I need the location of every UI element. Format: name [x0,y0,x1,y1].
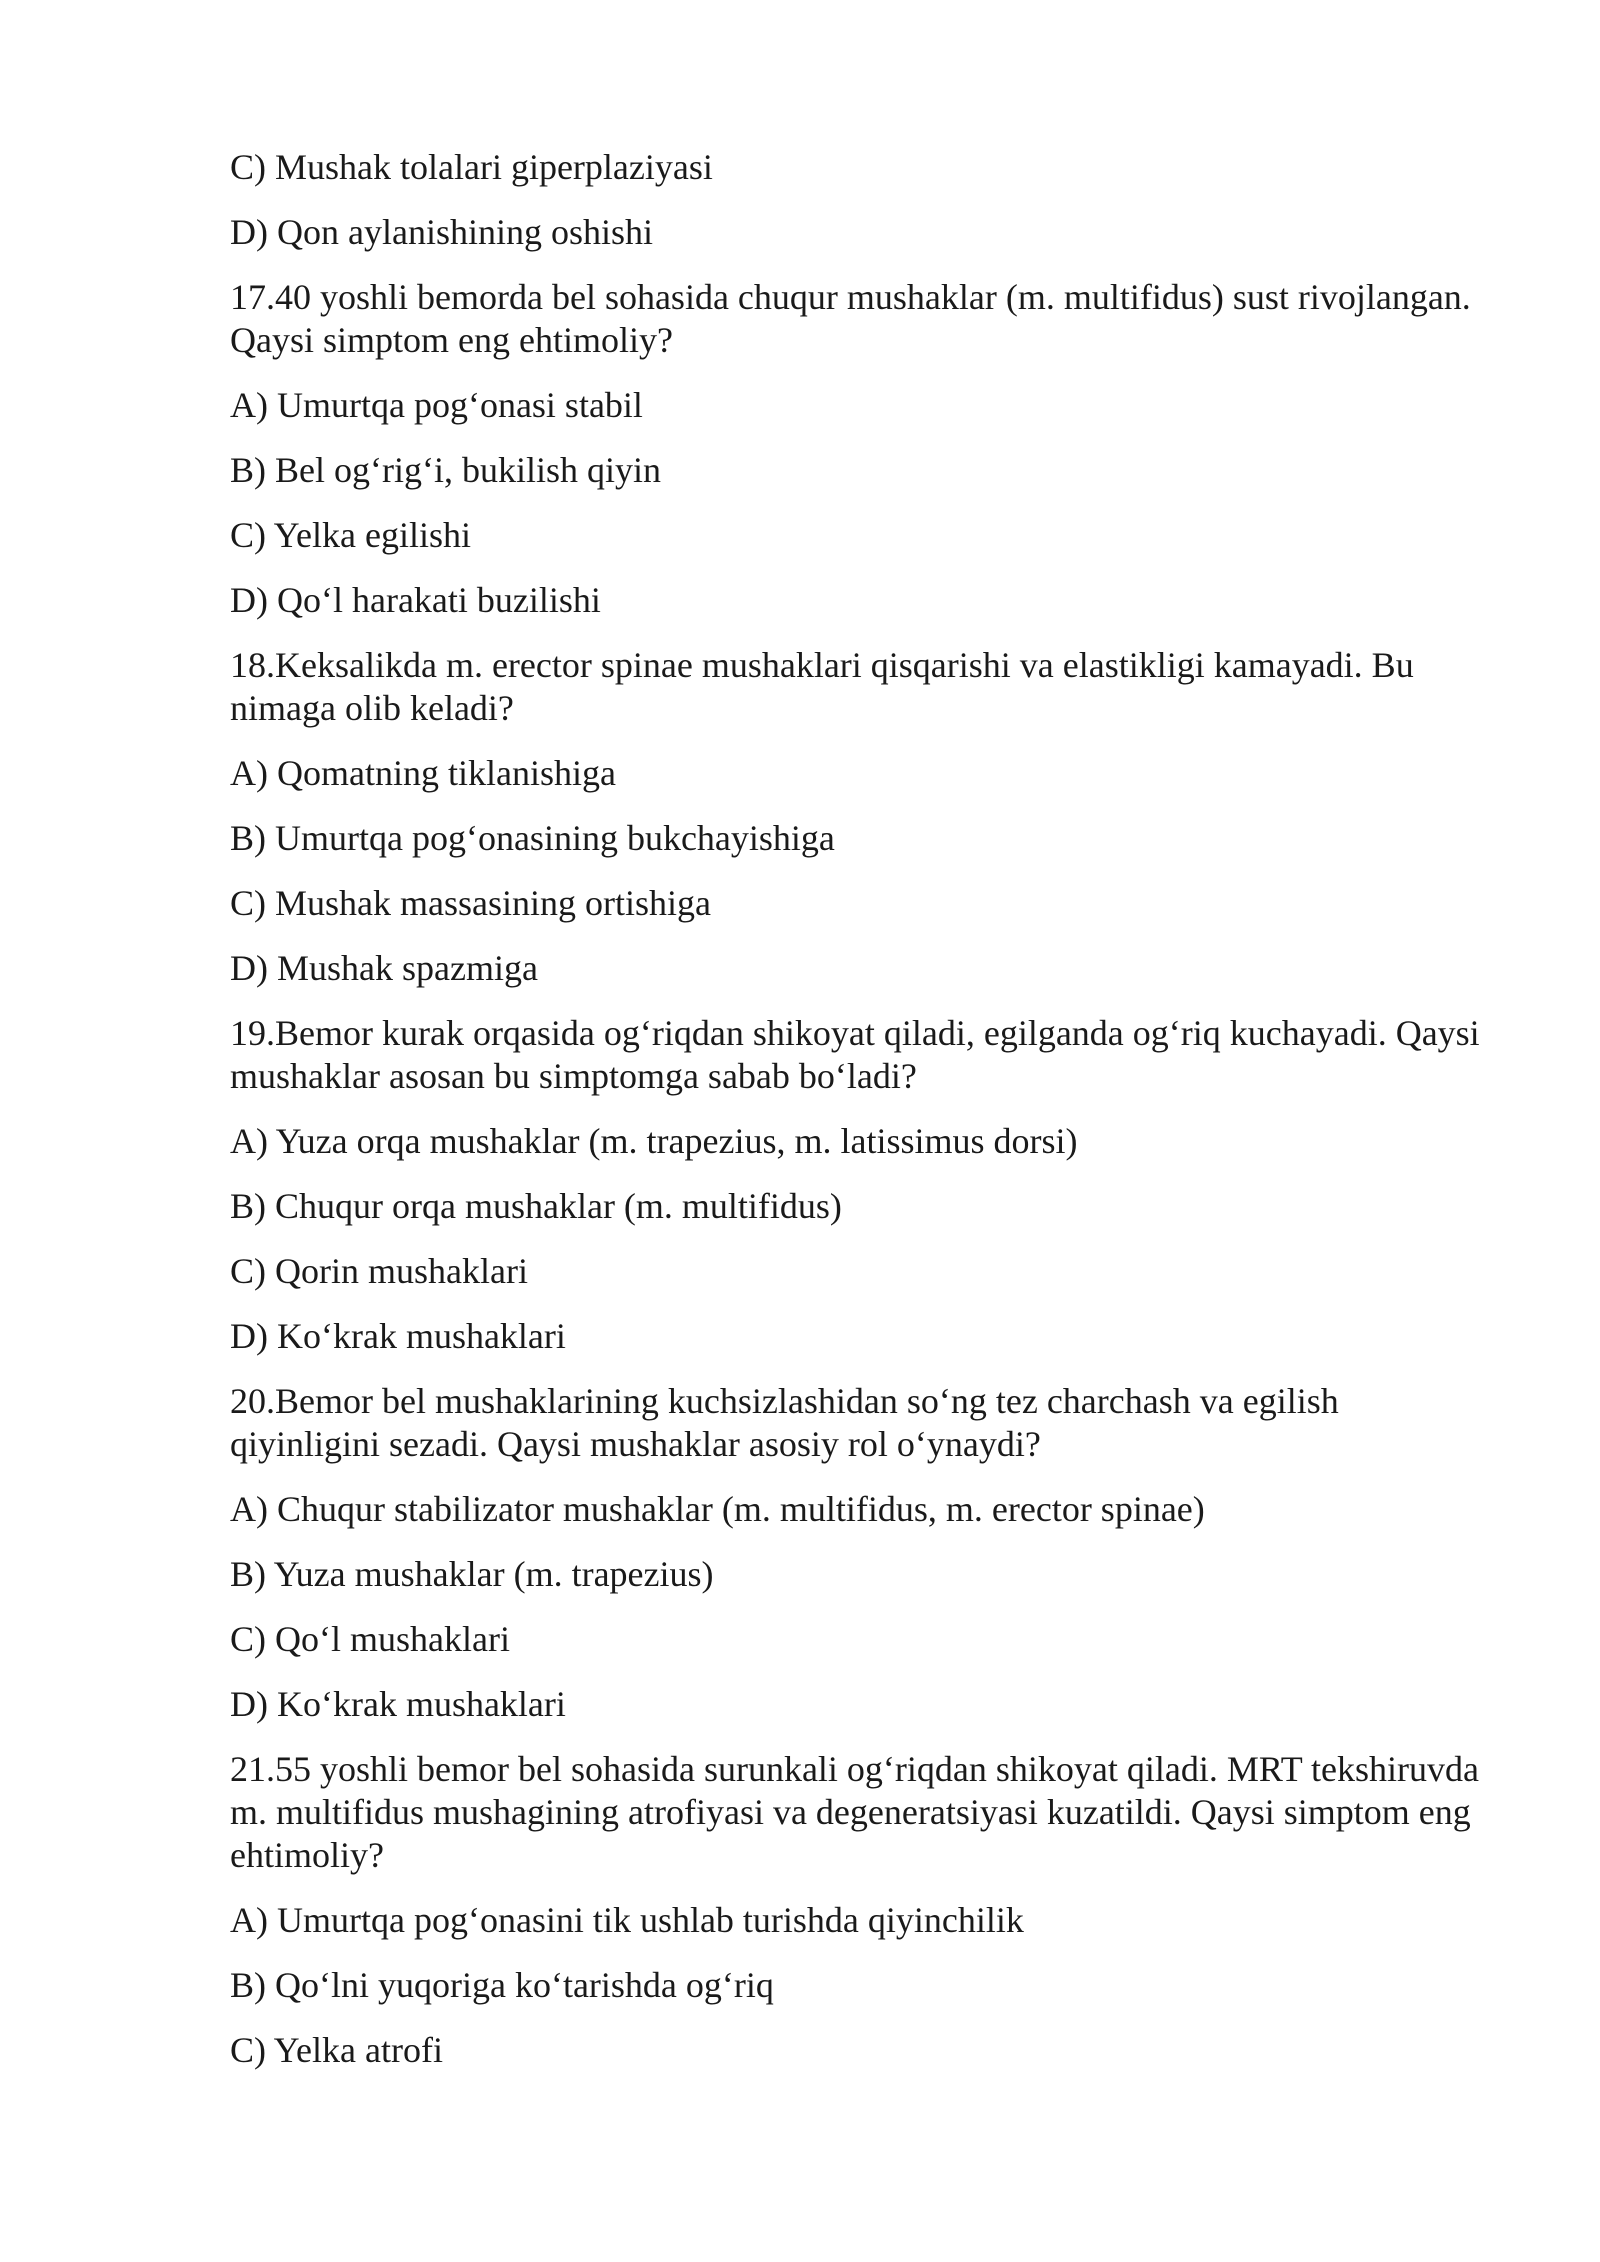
option-19b: B) Chuqur orqa mushaklar (m. multifidus) [230,1186,842,1226]
question-19: 19.Bemor kurak orqasida og‘riqdan shikoyat qiladi, egilganda og‘riq kuchayadi. Qaysi mushaklar asosan bu simptomga sabab bo‘ladi? [230,1013,1480,1096]
option-17c: C) Yelka egilishi [230,515,472,555]
option-18d: D) Mushak spazmiga [230,948,538,988]
question-21: 21.55 yoshli bemor bel sohasida surunkali og‘riqdan shikoyat qiladi. MRT tekshiruvda m. multifidus mushagining atrofiyasi va degeneratsiyasi kuzatildi. Qaysi simptom eng ehtimoliy? [230,1749,1480,1875]
question-20: 20.Bemor bel mushaklarining kuchsizlashidan so‘ng tez charchash va egilish qiyinligini sezadi. Qaysi mushaklar asosiy rol o‘ynaydi? [230,1381,1339,1464]
option-21b: B) Qo‘lni yuqoriga ko‘tarishda og‘riq [230,1965,774,2005]
option-17d: D) Qo‘l harakati buzilishi [230,580,601,620]
option-16c: C) Mushak tolalari giperplaziyasi [230,147,713,187]
question-18: 18.Keksalikda m. erector spinae mushaklari qisqarishi va elastikligi kamayadi. Bu nimaga olib keladi? [230,645,1414,728]
option-19c: C) Qorin mushaklari [230,1251,528,1291]
option-19a: A) Yuza orqa mushaklar (m. trapezius, m. latissimus dorsi) [230,1121,1078,1161]
option-16d: D) Qon aylanishining oshishi [230,212,653,252]
option-20d: D) Ko‘krak mushaklari [230,1684,566,1724]
option-17b: B) Bel og‘rig‘i, bukilish qiyin [230,450,661,490]
option-20b: B) Yuza mushaklar (m. trapezius) [230,1554,714,1594]
option-20c: C) Qo‘l mushaklari [230,1619,510,1659]
option-21a: A) Umurtqa pog‘onasini tik ushlab turishda qiyinchilik [230,1900,1024,1940]
option-18c: C) Mushak massasining ortishiga [230,883,711,923]
document-page [230,146,1490,2094]
option-21c: C) Yelka atrofi [230,2030,443,2070]
option-18b: B) Umurtqa pog‘onasining bukchayishiga [230,818,835,858]
question-17: 17.40 yoshli bemorda bel sohasida chuqur mushaklar (m. multifidus) sust rivojlangan. Qaysi simptom eng ehtimoliy? [230,277,1471,360]
option-17a: A) Umurtqa pog‘onasi stabil [230,385,643,425]
option-19d: D) Ko‘krak mushaklari [230,1316,566,1356]
option-20a: A) Chuqur stabilizator mushaklar (m. multifidus, m. erector spinae) [230,1489,1205,1529]
option-18a: A) Qomatning tiklanishiga [230,753,616,793]
